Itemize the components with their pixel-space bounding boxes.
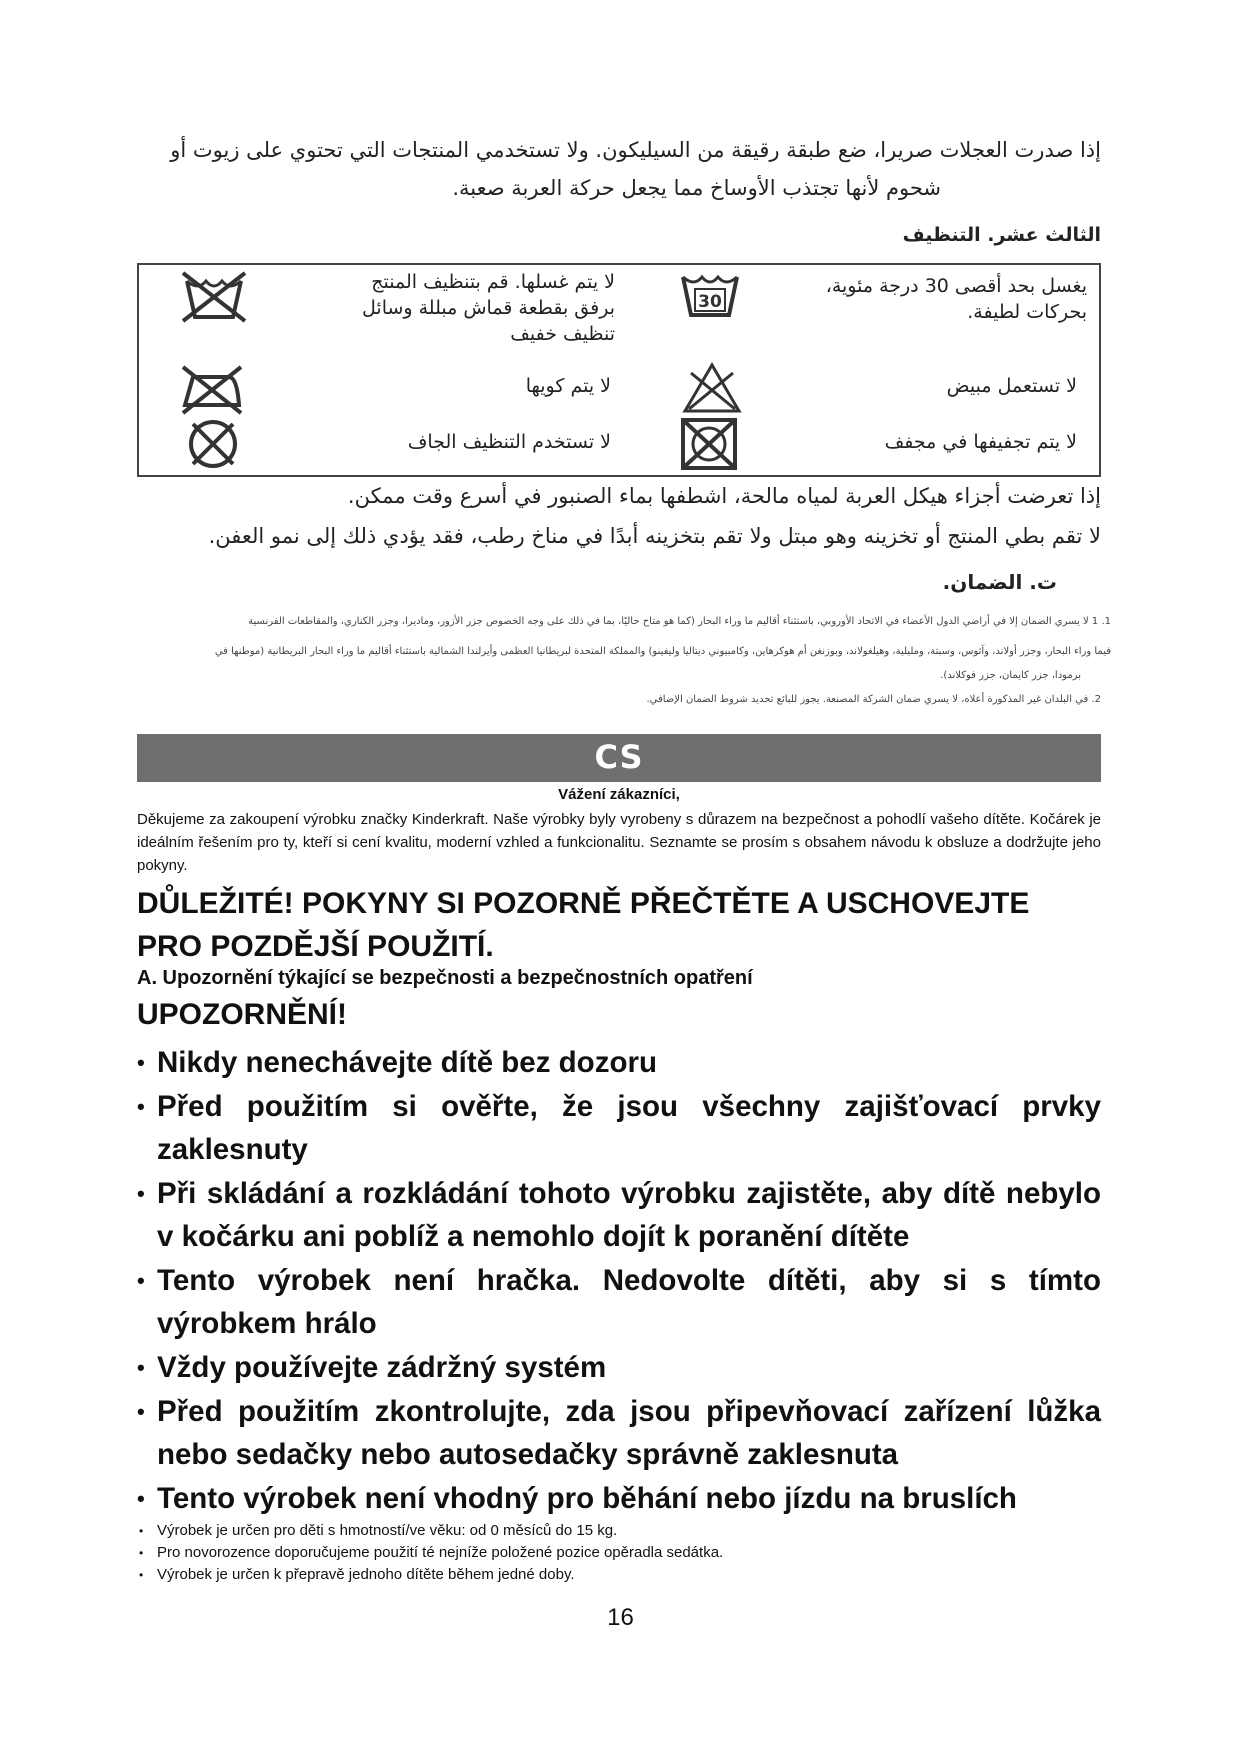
list-item [137, 1390, 1101, 1476]
svg-text:30: 30 [698, 292, 722, 312]
care-text-no-dry-clean: لا تستخدم التنظيف الجاف [407, 431, 611, 453]
cleaning-heading: الثالث عشر. التنظيف [902, 224, 1101, 246]
bullet-icon: • [139, 1524, 144, 1538]
wash-30-icon [679, 269, 741, 321]
safety-warning-list [137, 1041, 1101, 1521]
warranty-clause-1b: فيما وراء البحار، وجزر أولاند، وآثوس، وسبتة، ومليلية، وهيلغولاند، وبوزنغن أم هوكرهاين، وكامبيوني ديتاليا وليفينو) والمملكة المتحدة لبريطانيا العظمى وأيرلندا الشمالية باستثناء أقاليم ما وراء البحار البريطانية (موطنها في [214, 646, 1111, 657]
arabic-storage-paragraph: لا تقم بطي المنتج أو تخزينه وهو مبتل ولا تقم بتخزينه أبدًا في مناخ رطب، فقد يؤدي ذلك إلى نمو العفن. [208, 524, 1101, 548]
list-item [137, 1041, 1101, 1084]
list-item [137, 1085, 1101, 1171]
warranty-heading: ت. الضمان. [942, 570, 1057, 594]
list-item-text: Výrobek je určen pro děti s hmotností/ve věku: od 0 měsíců do 15 kg. [157, 1522, 618, 1539]
product-info-list [137, 1520, 1101, 1586]
language-header-bar [137, 734, 1101, 782]
care-text-no-tumble-dry: لا يتم تجفيفها في مجفف [884, 431, 1077, 453]
language-code: CS [594, 738, 644, 776]
warranty-clause-2: 2. في البلدان غير المذكورة أعلاه، لا يسري ضمان الشركة المصنعة. يجوز للبائع تحديد شروط الضمان الإضافي. [646, 694, 1101, 705]
do-not-iron-icon [179, 361, 245, 415]
no-dry-clean-icon [185, 417, 241, 471]
list-item-text: Vždy používejte zádržný systém [157, 1351, 607, 1384]
list-item-text: Tento výrobek není hračka. Nedovolte dítěti, aby si s tímto výrobkem hrálo [157, 1264, 1101, 1340]
list-item [137, 1564, 1101, 1586]
arabic-paragraph-line-1: إذا صدرت العجلات صريرا، ضع طبقة رقيقة من السيليكون. ولا تستخدمي المنتجات التي تحتوي على زيوت أو [170, 138, 1101, 162]
bullet-icon: • [139, 1568, 144, 1582]
do-not-wash-icon [179, 269, 249, 323]
list-item-text: Před použitím si ověřte, že jsou všechny zajišťovací prvky zaklesnuty [157, 1090, 1101, 1166]
list-item-text: Tento výrobek není vhodný pro běhání nebo jízdu na bruslích [157, 1482, 1017, 1515]
bullet-icon: • [137, 1050, 145, 1075]
page-number: 16 [607, 1604, 634, 1631]
bullet-icon: • [139, 1546, 144, 1560]
care-text-wash-30: يغسل بحد أقصى 30 درجة مئوية، بحركات لطيفة. [825, 275, 1087, 323]
bullet-icon: • [137, 1399, 145, 1424]
list-item [137, 1477, 1101, 1520]
intro-paragraph: Děkujeme za zakoupení výrobku značky Kinderkraft. Naše výrobky byly vyrobeny s důrazem na bezpečnost a pohodlí vašeho dítěte. Kočárek je ideálním řešením pro ty, kteří si cení kvalitu, moderní vzhled a funkcionalitu. Seznamte se prosím s obsahem návodu k obsluze a dodržujte jeho pokyny. [137, 811, 1101, 874]
no-tumble-dry-icon [679, 417, 739, 471]
bullet-icon: • [137, 1355, 145, 1380]
arabic-salt-water-paragraph: إذا تعرضت أجزاء هيكل العربة لمياه مالحة، اشطفها بماء الصنبور في أسرع وقت ممكن. [347, 484, 1101, 508]
bullet-icon: • [137, 1094, 145, 1119]
list-item-text: Pro novorozence doporučujeme použití té nejníže položené pozice opěradla sedátka. [157, 1544, 724, 1561]
list-item [137, 1542, 1101, 1564]
list-item [137, 1259, 1101, 1345]
bullet-icon: • [137, 1486, 145, 1511]
greeting: Vážení zákazníci, [558, 786, 680, 803]
important-heading: DŮLEŽITÉ! POKYNY SI POZORNĚ PŘEČTĚTE A USCHOVEJTE PRO POZDĚJŠÍ POUŽITÍ. [137, 887, 1030, 963]
list-item-text: Výrobek je určen k přepravě jednoho dítěte během jedné doby. [157, 1566, 575, 1583]
list-item [137, 1172, 1101, 1258]
list-item-text: Při skládání a rozkládání tohoto výrobku zajistěte, aby dítě nebylo v kočárku ani poblíž a nemohlo dojít k poranění dítěte [157, 1177, 1101, 1253]
bullet-icon: • [137, 1268, 145, 1293]
list-item [137, 1520, 1101, 1542]
list-item-text: Před použitím zkontrolujte, zda jsou připevňovací zařízení lůžka nebo sedačky nebo autosedačky správně zaklesnuta [157, 1395, 1101, 1471]
care-text-do-not-wash: لا يتم غسلها. قم بتنظيف المنتج برفق بقطعة قماش مبللة وسائل تنظيف خفيف [362, 271, 615, 345]
list-item [137, 1346, 1101, 1389]
warning-heading: UPOZORNĚNÍ! [137, 998, 347, 1031]
no-bleach-icon [681, 361, 743, 415]
list-item-text: Nikdy nenechávejte dítě bez dozoru [157, 1046, 657, 1079]
care-text-no-bleach: لا تستعمل مبيض [946, 375, 1077, 397]
care-instructions-table [137, 263, 1101, 477]
warranty-clause-1a: 1. 1 لا يسري الضمان إلا في أراضي الدول الأعضاء في الاتحاد الأوروبي، باستثناء أقاليم ما وراء البحار (كما هو متاح حاليًا، بما في ذلك على وجه الخصوص جزر الأزور، وماديرا، وجزر الكناري، والمقاطعات الفرنسية [248, 616, 1111, 627]
care-text-do-not-iron: لا يتم كويها [525, 375, 611, 397]
bullet-icon: • [137, 1181, 145, 1206]
arabic-paragraph-line-2: شحوم لأنها تجتذب الأوساخ مما يجعل حركة العربة صعبة. [452, 176, 941, 200]
section-a-heading: A. Upozornění týkající se bezpečnosti a bezpečnostních opatření [137, 967, 753, 989]
warranty-clause-1c: برمودا، جزر كايمان، جزر فوكلاند). [940, 670, 1081, 681]
